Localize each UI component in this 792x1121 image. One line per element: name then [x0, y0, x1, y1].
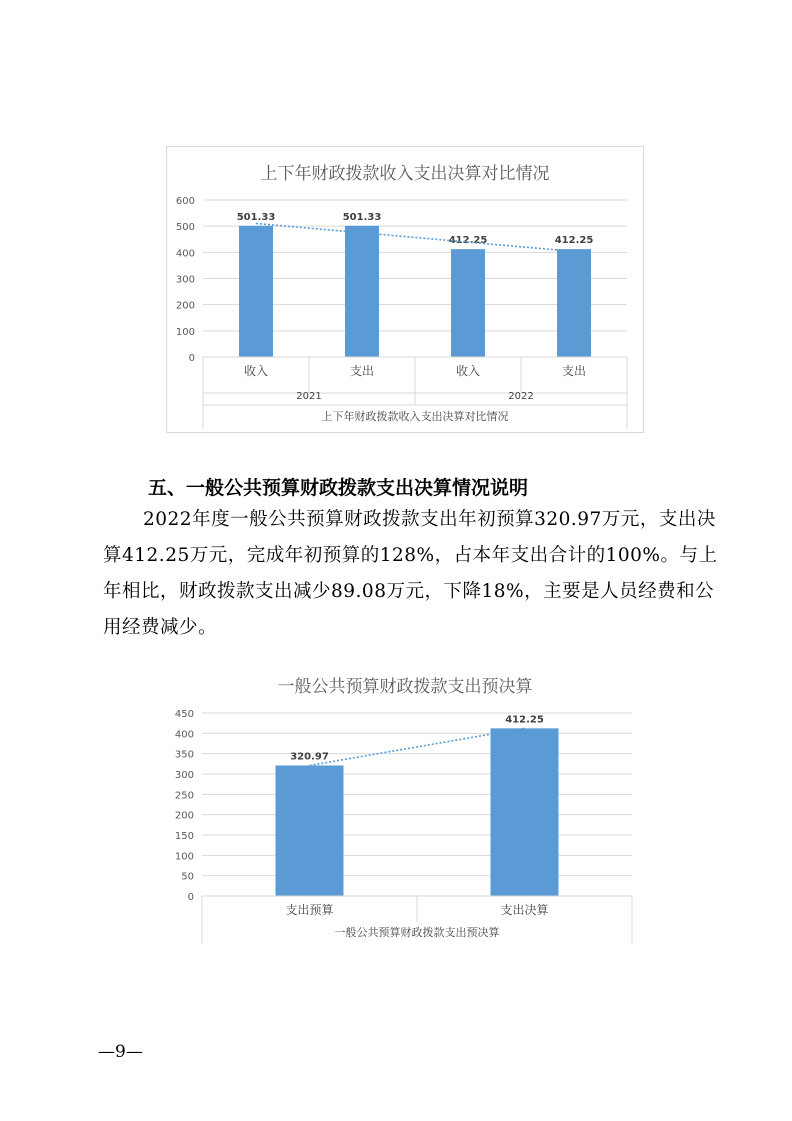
- bar: [451, 249, 485, 357]
- y-tick-label: 150: [174, 831, 194, 842]
- data-label: 320.97: [290, 751, 329, 763]
- data-label: 412.25: [505, 714, 544, 726]
- y-tick-label: 300: [175, 274, 195, 286]
- y-tick-label: 350: [174, 749, 194, 761]
- y-tick-label: 0: [188, 353, 195, 364]
- y-tick-label: 250: [174, 790, 194, 802]
- bar: [276, 765, 344, 896]
- y-tick-label: 200: [174, 810, 194, 822]
- x-tick-label: 支出: [561, 364, 587, 378]
- y-tick-label: 300: [174, 770, 194, 781]
- y-tick-label: 400: [175, 248, 195, 260]
- y-tick-label: 400: [174, 729, 194, 741]
- bar: [491, 728, 559, 896]
- x-axis-title: 上下年财政拨款收入支出决算对比情况: [321, 410, 509, 423]
- data-label: 501.33: [236, 211, 276, 223]
- chart-title: 上下年财政拨款收入支出决算对比情况: [260, 164, 550, 184]
- y-tick-label: 0: [187, 892, 194, 903]
- y-tick-label: 100: [174, 851, 194, 863]
- y-tick-label: 200: [175, 300, 195, 312]
- group-label: 2022: [508, 391, 534, 402]
- x-tick-label: 支出决算: [500, 903, 549, 917]
- bar: [557, 249, 591, 357]
- x-axis-title: 一般公共预算财政拨款支出预决算: [334, 926, 500, 939]
- section-paragraph: 2022年度一般公共预算财政拨款支出年初预算320.97万元，支出决算412.25万元，完成年初预算的128%，占本年支出合计的100%。与上年相比，财政拨款支出减少89.08万元，下降18%，主要是人员经费和公用经费减少。: [103, 509, 718, 638]
- x-tick-label: 收入: [243, 364, 269, 378]
- chart-plot: [166, 664, 644, 946]
- x-tick-label: 收入: [455, 364, 481, 378]
- y-tick-label: 600: [175, 196, 195, 207]
- bar: [345, 226, 379, 357]
- y-tick-label: 450: [174, 709, 194, 720]
- group-label: 2021: [296, 391, 322, 402]
- chart-budget-vs-final: [166, 664, 644, 946]
- page-number: —9—: [98, 1042, 143, 1062]
- chart-income-expense-comparison: [166, 146, 644, 433]
- x-tick-label: 支出: [349, 364, 375, 378]
- trendline: [256, 223, 574, 251]
- chart-title: 一般公共预算财政拨款支出预决算: [277, 677, 533, 697]
- y-tick-label: 100: [175, 326, 195, 338]
- data-label: 412.25: [448, 235, 488, 247]
- data-label: 412.25: [554, 235, 594, 247]
- data-label: 501.33: [342, 211, 382, 223]
- y-tick-label: 50: [181, 871, 194, 883]
- bar: [239, 226, 273, 357]
- section-heading: 五、一般公共预算财政拨款支出决算情况说明: [148, 477, 529, 499]
- x-tick-label: 支出预算: [285, 903, 334, 917]
- y-tick-label: 500: [175, 222, 195, 234]
- chart-plot: [167, 147, 643, 432]
